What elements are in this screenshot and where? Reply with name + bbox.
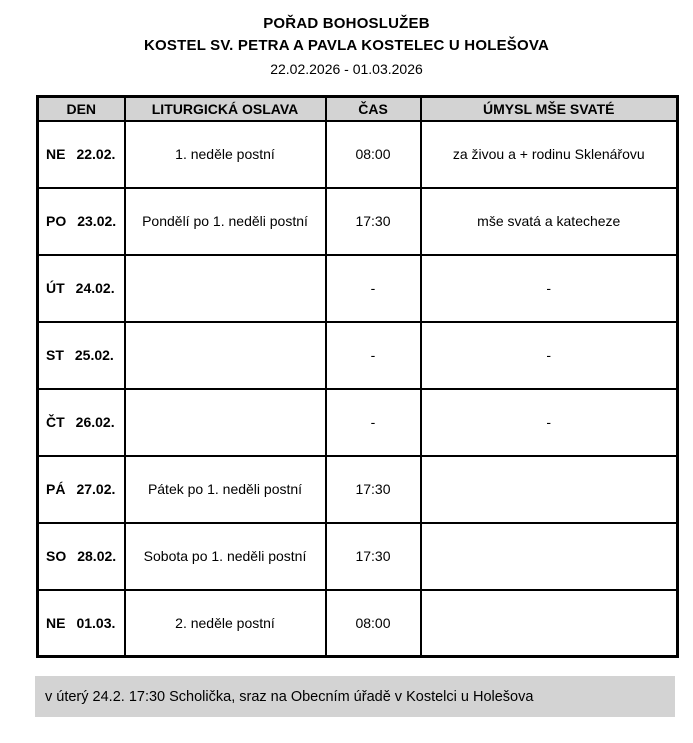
- church-name: KOSTEL SV. PETRA A PAVLA KOSTELEC U HOLEŠOVA: [144, 37, 549, 54]
- intention-cell: [421, 523, 678, 590]
- day-date: 22.02.: [76, 146, 116, 162]
- schedule-table: [36, 95, 679, 658]
- day-date: 27.02.: [76, 481, 116, 497]
- table-row: [38, 389, 678, 456]
- celebration-cell: 2. neděle postní: [125, 590, 326, 657]
- day-cell: [38, 255, 125, 322]
- time-cell: -: [326, 322, 421, 389]
- table-row: [38, 590, 678, 657]
- time-cell: -: [326, 255, 421, 322]
- title-block: [0, 0, 693, 79]
- header-liturgicka-oslava: LITURGICKÁ OSLAVA: [125, 97, 326, 121]
- celebration-cell: Sobota po 1. neděli postní: [125, 523, 326, 590]
- day-date: 25.02.: [74, 347, 114, 363]
- celebration-cell: [125, 322, 326, 389]
- note-text: v úterý 24.2. 17:30 Scholička, sraz na Obecním úřadě v Kostelci u Holešova: [45, 688, 534, 705]
- time-cell: 08:00: [326, 121, 421, 188]
- day-date: 24.02.: [75, 280, 115, 296]
- time-cell: 17:30: [326, 523, 421, 590]
- time-cell: 17:30: [326, 188, 421, 255]
- time-cell: 08:00: [326, 590, 421, 657]
- celebration-cell: Pátek po 1. neděli postní: [125, 456, 326, 523]
- day-cell: [38, 523, 125, 590]
- header-umysl-mse-svate: ÚMYSL MŠE SVATÉ: [421, 97, 678, 121]
- day-date: 26.02.: [75, 414, 115, 430]
- day-abbr: PO: [46, 213, 67, 229]
- intention-cell: -: [421, 322, 678, 389]
- time-cell: 17:30: [326, 456, 421, 523]
- day-abbr: ÚT: [46, 280, 65, 296]
- day-abbr: PÁ: [46, 481, 66, 497]
- day-cell: [38, 456, 125, 523]
- header-cas: ČAS: [326, 97, 421, 121]
- celebration-cell: 1. neděle postní: [125, 121, 326, 188]
- note-bar: [35, 676, 675, 717]
- day-date: 28.02.: [77, 548, 117, 564]
- intention-cell: [421, 456, 678, 523]
- intention-cell: mše svatá a katecheze: [421, 188, 678, 255]
- table-row: [38, 188, 678, 255]
- table-row: [38, 121, 678, 188]
- table-row: [38, 456, 678, 523]
- table-row: [38, 255, 678, 322]
- date-range: 22.02.2026 - 01.03.2026: [270, 61, 423, 77]
- day-abbr: SO: [46, 548, 67, 564]
- table-row: [38, 523, 678, 590]
- intention-cell: -: [421, 255, 678, 322]
- intention-cell: [421, 590, 678, 657]
- celebration-cell: [125, 255, 326, 322]
- celebration-cell: [125, 389, 326, 456]
- header-row: [38, 97, 678, 121]
- intention-cell: -: [421, 389, 678, 456]
- schedule-header: [38, 97, 678, 121]
- day-date: 01.03.: [76, 614, 116, 631]
- header-den: DEN: [38, 97, 125, 121]
- day-cell: [38, 590, 125, 657]
- day-cell: [38, 188, 125, 255]
- intention-cell: za živou a + rodinu Sklenářovu: [421, 121, 678, 188]
- day-abbr: NE: [46, 146, 66, 162]
- day-cell: [38, 322, 125, 389]
- celebration-cell: Pondělí po 1. neděli postní: [125, 188, 326, 255]
- day-abbr: ST: [46, 347, 64, 363]
- day-abbr: NE: [46, 614, 66, 631]
- day-date: 23.02.: [77, 213, 117, 229]
- table-row: [38, 322, 678, 389]
- day-abbr: ČT: [46, 414, 65, 430]
- time-cell: -: [326, 389, 421, 456]
- day-cell: [38, 121, 125, 188]
- schedule-body: [38, 121, 678, 657]
- document-title: POŘAD BOHOSLUŽEB: [263, 15, 430, 32]
- day-cell: [38, 389, 125, 456]
